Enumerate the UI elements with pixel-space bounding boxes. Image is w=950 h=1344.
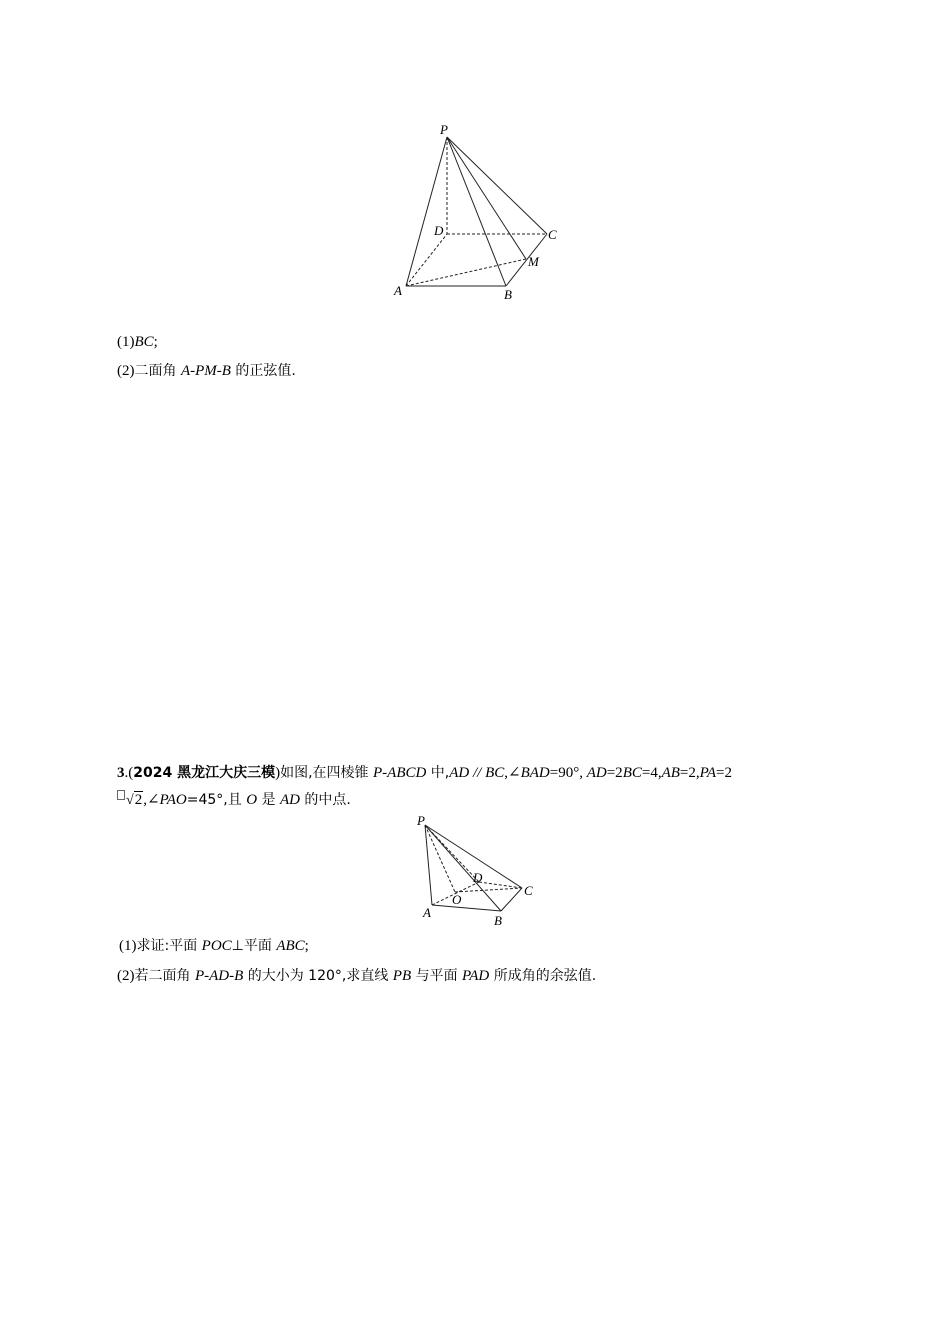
label-C: C [524,883,533,898]
edge-PM [447,137,526,259]
problem-number: 3 [117,765,125,781]
label-D: D [473,870,483,885]
label-C: C [548,227,557,242]
edge-DC [479,882,522,888]
edge-PA [425,825,432,905]
problem3-part2: (2)若二面角 P-AD-B 的大小为 120°,求直线 PB 与平面 PAD 所成角的余弦值. [117,968,597,984]
edge-BC [506,234,547,286]
label-A: A [423,905,431,920]
figure-pyramid-1 [380,118,570,308]
edge-PA [406,137,447,286]
edge-PB [425,825,501,911]
problem3-statement-line2: √2,∠PAO=45°,且 O 是 AD 的中点. [117,790,351,811]
edge-PC [447,137,547,234]
label-B: B [494,913,502,928]
label-D: D [434,223,444,238]
edge-AM [406,259,526,286]
placeholder-box-icon [117,790,125,800]
pyramid-2-svg [405,812,555,930]
problem-source: 2024 黑龙江大庆三模 [133,765,276,781]
label-M: M [528,254,539,269]
edge-BC [501,888,522,911]
problem3-part1: (1)求证:平面 POC⊥平面 ABC; [119,938,309,954]
problem2-part2: (2)二面角 A-PM-B 的正弦值. [117,363,296,379]
label-P: P [417,813,425,828]
problem3-statement-line1: 3.(2024 黑龙江大庆三模)如图,在四棱锥 P-ABCD 中,AD // BC,∠BAD=90°, AD=2BC=4,AB=2,PA=2 [117,765,732,781]
edge-PD [425,825,479,882]
pyramid-1-svg [380,118,570,308]
problem2-part1: (1)BC; [117,334,158,350]
label-O: O [452,892,462,907]
figure-pyramid-2 [405,812,555,930]
sqrt-expression: √2 [126,792,143,808]
edge-AB [432,905,501,911]
label-B: B [504,287,512,302]
label-P: P [440,122,448,137]
label-A: A [394,283,402,298]
edge-PB [447,137,506,286]
